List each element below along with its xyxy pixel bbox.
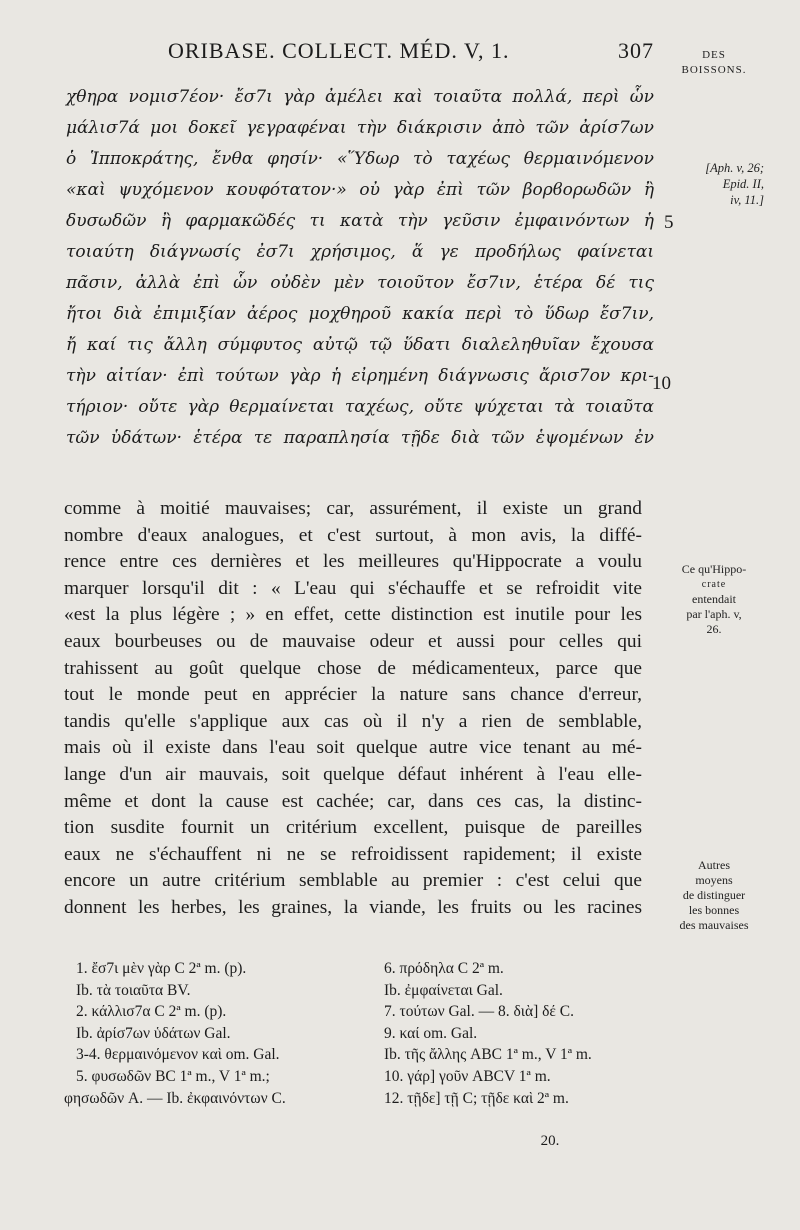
margin-note-line: entendait [692, 592, 736, 606]
french-line: «est la plus légère ; » en effet, cette distinction est inutile pour les [64, 604, 642, 626]
margin-note-hippocrate [660, 562, 768, 637]
french-line: donnent les herbes, les graines, la viande, les fruits ou les racines [64, 896, 642, 918]
french-line: nombre d'eaux analogues, et c'est surtout, à mon avis, la diffé- [64, 524, 642, 546]
margin-note-line: iv, 11.] [730, 193, 764, 207]
margin-note-line: des mauvaises [679, 918, 749, 932]
critical-note: φησωδῶν A. — Ib. ἐκφαινόντων C. [64, 1089, 286, 1107]
margin-note-line: par l'aph. v, [686, 607, 742, 621]
french-line: eaux bourbeuses ou de mauvaise odeur et aussi pour celles qui [64, 630, 642, 652]
french-line: tout le monde peut en apprécier la nature sans chance d'erreur, [64, 684, 642, 706]
margin-note-line: Epid. II, [722, 177, 764, 191]
critical-note: Ib. τῆς ἄλλης ABC 1ª m., V 1ª m. [384, 1046, 592, 1064]
french-line: mais où il existe dans l'eau soit quelque autre vice tenant au mé- [64, 737, 642, 759]
critical-note: 9. καί om. Gal. [384, 1024, 478, 1042]
critical-note: Ib. ἀρίσ7ων ὑδάτων Gal. [76, 1024, 231, 1042]
french-line: même et dont la cause est cachée; car, dans ces cas, la distinc- [64, 790, 642, 812]
critical-note: Ib. τὰ τοιαῦτα BV. [76, 981, 191, 999]
margin-note-line: DES [702, 49, 726, 61]
french-line: tandis qu'elle s'applique aux cas où il n'y a rien de semblable, [64, 710, 642, 732]
margin-note-line: les bonnes [688, 903, 740, 917]
printer-signature-mark: 20. [540, 1133, 560, 1149]
critical-note: 5. φυσωδῶν BC 1ª m., V 1ª m.; [76, 1067, 270, 1085]
greek-line: τῶν ὑδάτων· ἑτέρα τε παραπλησία τῇδε διὰ τῶν ἑψομένων ἐν [66, 428, 654, 448]
margin-note-des-boissons [660, 48, 768, 78]
greek-line: ἤτοι διὰ ἐπιμιξίαν ἀέρος μοχθηροῦ κακία περὶ τὸ ὕδωρ ἔσ7ιν, [66, 304, 654, 324]
margin-note-line: Autres [698, 858, 730, 872]
margin-note-line: crate [701, 579, 727, 590]
critical-notes-left [64, 958, 354, 1109]
critical-note: 7. τούτων Gal. — 8. διὰ] δέ C. [384, 1003, 575, 1021]
margin-note-line: [Aph. v, 26; [705, 161, 764, 175]
greek-line: πᾶσιν, ἀλλὰ ἐπὶ ὧν οὐδὲν μὲν τοιοῦτον ἔσ7ιν, ἑτέρα δέ τις [66, 273, 654, 293]
margin-note-autres-moyens [660, 858, 768, 933]
margin-note-aphorism-ref [660, 160, 764, 208]
greek-line: τήριον· οὔτε γὰρ θερμαίνεται ταχέως, οὔτε ψύχεται τὰ τοιαῦτα [66, 397, 654, 417]
critical-notes-right [372, 958, 652, 1109]
french-line: eaux ne s'échauffent ni ne se refroidissent rapidement; il existe [64, 843, 642, 865]
margin-note-line: BOISSONS. [681, 64, 747, 76]
french-line: encore un autre critérium semblable au premier : c'est celui que [64, 870, 642, 892]
margin-note-line: moyens [695, 873, 733, 887]
critical-note: 10. γάρ] γοῦν ABCV 1ª m. [384, 1067, 551, 1085]
running-title: ORIBASE. COLLECT. MÉD. V, 1. [168, 38, 510, 63]
line-number-5: 5 [664, 212, 674, 233]
french-line: marquer lorsqu'il dit : « L'eau qui s'échauffe et se refroidit vite [64, 577, 642, 599]
greek-line: τοιαύτη διάγνωσίς ἐσ7ι χρήσιμος, ἅ γε προδήλως φαίνεται [66, 242, 654, 262]
greek-line: μάλισ7ά μοι δοκεῖ γεγραφέναι τὴν διάκρισιν ἀπὸ τῶν ἀρίσ7ων [66, 118, 654, 138]
critical-note: 2. κάλλισ7α C 2ª m. (p). [76, 1003, 227, 1021]
page-number: 307 [618, 38, 654, 63]
greek-line: «καὶ ψυχόμενον κουφότατον·» οὐ γὰρ ἐπὶ τῶν βορϐορωδῶν ἢ [66, 180, 654, 200]
margin-note-line: de distinguer [682, 888, 746, 902]
greek-line: ἤ καί τις ἄλλη σύμφυτος αὐτῷ τῷ ὕδατι διαλεληθυῖαν ἔχουσα [66, 335, 654, 355]
critical-note: 12. τῇδε] τῇ C; τῇδε καὶ 2ª m. [384, 1089, 569, 1107]
greek-text-block [66, 82, 654, 454]
critical-note: 1. ἔσ7ι μὲν γὰρ C 2ª m. (p). [76, 960, 247, 977]
french-line: lange d'un air mauvais, soit quelque défaut inhérent à l'eau elle- [64, 763, 642, 785]
greek-line: ὁ Ἱπποκράτης, ἔνθα φησίν· «Ὕδωρ τὸ ταχέως θερμαινόμενον [66, 149, 654, 169]
french-translation-block [64, 496, 642, 922]
french-line: comme à moitié mauvaises; car, assurément, il existe un grand [64, 498, 642, 519]
greek-line: δυσωδῶν ἢ φαρμακῶδές τι κατὰ τὴν γεῦσιν ἐμφαινόντων ἡ [66, 211, 654, 231]
critical-note: 3-4. θερμαινόμενον καὶ om. Gal. [76, 1046, 280, 1064]
french-line: trahissent au goût quelque chose de médicamenteux, parce que [64, 657, 642, 679]
margin-note-line: Ce qu'Hippo- [681, 562, 747, 576]
french-line: tion susdite fournit un critérium excellent, puisque de pareilles [64, 817, 642, 839]
critical-note: 6. πρόδηλα C 2ª m. [384, 960, 504, 977]
greek-line: χθηρα νομισ7έον· ἔσ7ι γὰρ ἀμέλει καὶ τοιαῦτα πολλά, περὶ ὧν [66, 87, 654, 107]
greek-line: τὴν αἰτίαν· ἐπὶ τούτων γὰρ ἡ εἰρημένη διάγνωσις ἄρισ7ον κρι- [66, 366, 654, 386]
line-number-10: 10 [652, 373, 671, 394]
french-line: rence entre ces dernières et les meilleures qu'Hippocrate a voulu [64, 551, 642, 573]
critical-note: Ib. ἐμφαίνεται Gal. [384, 981, 503, 999]
margin-note-line: 26. [706, 622, 722, 636]
